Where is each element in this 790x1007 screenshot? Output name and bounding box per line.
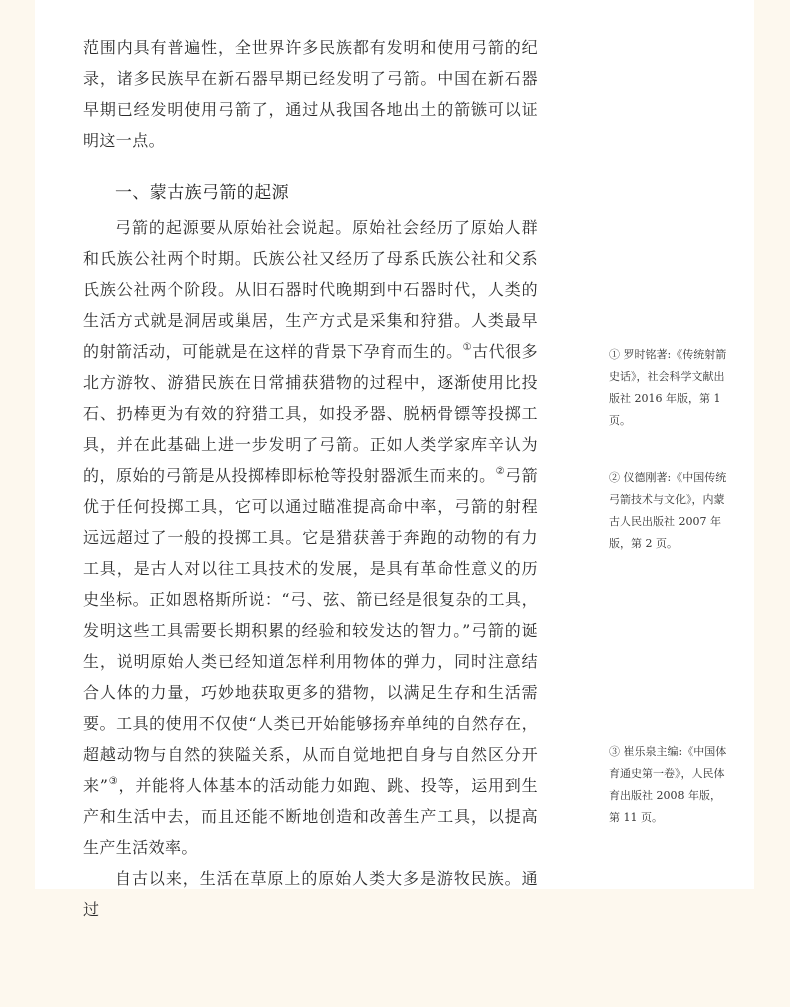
footnote-ref-2[interactable]: ②: [495, 466, 506, 477]
footnote-3: ③ 崔乐泉主编:《中国体育通史第一卷》，人民体育出版社 2008 年版，第 11 页。: [609, 745, 727, 824]
paragraph-origin-text-4: ，并能将人体基本的活动能力如跑、跳、投等，运用到生产和生活中去，而且还能不断地创造和改善生产工具，以提高生产生活效率。: [83, 776, 538, 857]
main-text: [83, 32, 538, 925]
paragraph-origin-text-2: 古代很多北方游牧、游猎民族在日常捕获猎物的过程中，逐渐使用比投石、扔棒更为有效的狩猎工具，如投矛器、脱柄骨镖等投掷工具，并在此基础上进一步发明了弓箭。正如人类学家库辛认为的，原始的弓箭是从投掷棒即标枪等投射器派生而来的。: [83, 342, 539, 485]
paragraph-origin-text-3: 弓箭优于任何投掷工具，它可以通过瞄准提高命中率，弓箭的射程远远超过了一般的投掷工具。它是猎获善于奔跑的动物的有力工具，是古人对以往工具技术的发展，是具有革命性意义的历史坐标。正如恩格斯所说：“弓、弦、箭已经是很复杂的工具，发明这些工具需要长期积累的经验和较发达的智力。”弓箭的诞生，说明原始人类已经知道怎样利用物体的弹力，同时注意结合人体的力量，巧妙地获取更多的猎物，以满足生存和生活需要。工具的使用不仅使“人类已开始能够扬弃单纯的自然存在，超越动物与自然的狭隘关系，从而自觉地把自身与自然区分开来”: [83, 466, 538, 795]
paragraph-origin: [83, 212, 538, 863]
footnote-ref-3[interactable]: ③: [108, 776, 119, 787]
footnote-1: ① 罗时铭著:《传统射箭史话》，社会科学文献出版社 2016 年版，第 1 页。: [609, 348, 727, 427]
footnote-ref-1[interactable]: ①: [462, 342, 473, 353]
footnote-2: ② 仪德刚著:《中国传统弓箭技术与文化》，内蒙古人民出版社 2007 年版，第 2 页。: [609, 471, 727, 550]
paragraph-intro: 范围内具有普遍性，全世界许多民族都有发明和使用弓箭的纪录，诸多民族早在新石器早期已经发明了弓箭。中国在新石器早期已经发明使用弓箭了，通过从我国各地出土的箭镞可以证明这一点。: [83, 38, 538, 150]
paragraph-nomads: 自古以来，生活在草原上的原始人类大多是游牧民族。通过: [83, 869, 538, 919]
paragraph-origin-text-1: 弓箭的起源要从原始社会说起。原始社会经历了原始人群和氏族公社两个时期。氏族公社又经历了母系氏族公社和父系氏族公社两个阶段。从旧石器时代晚期到中石器时代，人类的生活方式就是洞居或巢居，生产方式是采集和狩猎。人类最早的射箭活动，可能就是在这样的背景下孕育而生的。: [83, 218, 538, 361]
section-heading: 一、蒙古族弓箭的起源: [115, 183, 289, 203]
